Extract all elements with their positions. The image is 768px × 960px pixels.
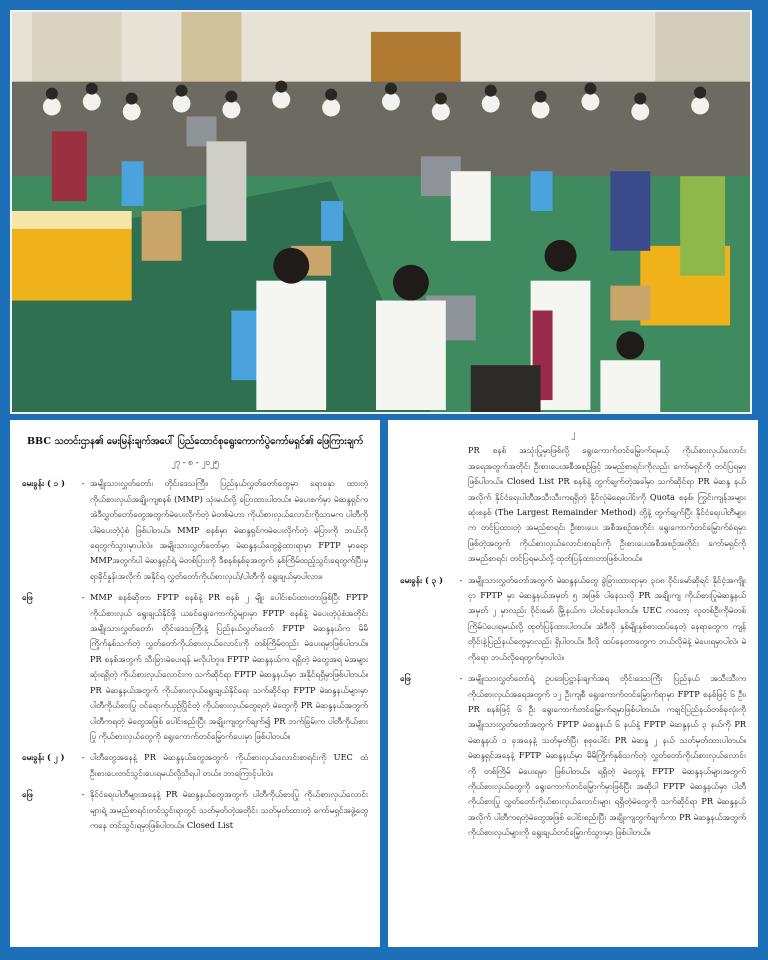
paragraph-text: အမျိုးသားလွှတ်တော်အတွက် မဲဆန္ဒနယ်တွေ ခွဲခြားထားရာမှာ ၃၀၈ ဝိုင်းမော်ဆိုရင် နိုင်ငံ့အကျိုးငှာ FPTP မှာ မဲဆန္ဒနယ်အမှတ် ၅ အဖြစ် ပါနေသလို PR အချိုးကျ ကိုယ်စားပြုမဲဆန္ဒနယ် အမှတ် ၂ မှာလည်း ဝိုင်းမော် မြို့နယ်က ပါဝင်နေပါတယ်။ UEC ကတော့ လူတစ်ဦးကိုမဲတစ်ကြိမ်ပဲပေးရမယ်လို့ ထုတ်ပြန်ထားပါတယ်။ အဲဒီလို နှစ်မျိုးနှစ်စားထပ်နေတဲ့ နေရာတွေက ကျန်တိုင်းနဲ့ပြည်နယ်တွေမှာလည်း ရှိပါတယ်။ ဒီလို ထပ်နေတာတွေက ဘယ်လိုမဲနဲ့ မဲပေးရမှာပါလဲ၊ မဲကိုရော ဘယ်လိုရေတွက်မှာပါလဲ။ — [468, 574, 746, 662]
paragraph-text: နိုင်ငံရေးပါတီများအနေနဲ့ PR မဲဆန္ဒနယ်တွေအတွက် ပါတီကိုယ်စားပြု ကိုယ်စားလှယ်လောင်းများရဲ့ အမည်စာရင်းတင်သွင်းရာတွင် သတ်မှတ်တဲ့အတိုင်း သတ်မှတ်ထားတဲ့ ကော်မရှင်အဖွဲ့တွေကနေ တင်သွင်းရမှာဖြစ်ပါတယ်။ Closed List — [90, 789, 368, 830]
speaker-label: မေးခွန်း ( ၂ ) — [22, 752, 65, 763]
qa-paragraph — [400, 671, 746, 840]
speaker-label: ဖြေ — [22, 789, 33, 800]
separator: - — [81, 592, 85, 603]
paragraph-text: အမျိုးသားလွှတ်တော်ရဲ့ ဥပဒေပြဋ္ဌာန်းချက်အရ တိုင်းဒေသကြီး ပြည်နယ် အသီးသီးက ကိုယ်စားလှယ်အရေအတွက် ၁၂ ဦးကျစီ ရွေးကောက်တင်မြှောက်ရာမှာ FPTP စနစ်ဖြင့် ၆ ဦး၊ PR စနစ်ဖြင့် ၆ ဦး ရွေးကောက်တင်မြှောက်ရမှာဖြစ်ပါတယ်။ ကချင်ပြည်နယ်တစ်ခုလုံးကို အမျိုးသားလွှတ်တော်အတွက် FPTP မဲဆန္ဒနယ် ၆ နယ်နဲ့ FPTP မဲဆန္ဒနယ် ၃ နယ်ကို PR မဲဆန္ဒနယ် ၁ ခုအနေနဲ့ သတ်မှတ်ပြီး စုစုပေါင်း PR မဲဆန္ဒ ၂ နယ် သတ်မှတ်ထားပါတယ်။ မဲဆန္ဒရှင်အနေနဲ့ FPTP မဲဆန္ဒနယ်မှာ မိမိကြိုက်နှစ်သက်တဲ့ လွှတ်တော်ကိုယ်စားလှယ်လောင်းကို တစ်ကြိမ် မဲပေးရမှာ ဖြစ်ပါတယ်။ ရရှိတဲ့ မဲတွေနဲ့ FPTP မဲဆန္ဒနယ်များအတွက် ကိုယ်စားလှယ်တွေကို ရွေးကောက်တင်မြှောက်မှာဖြစ်ပြီး အဆိုပါ FPTP မဲဆန္ဒနယ်မှာ ပါတီကိုယ်စားပြု လွှတ်တော်ကိုယ်စားလှယ်လောင်းများ ရရှိတဲ့မဲတွေကို သက်ဆိုင်ရာ PR မဲဆန္ဒနယ်အလိုက် ပါတီကရတဲ့မဲတွေအဖြစ် ပေါင်းစည်းပြီး အချိုးကျတွက်ချက်ကာ PR မဲဆန္ဒနယ်အတွက် ကိုယ်စားလှယ်များကို ရွေးချယ်တင်မြှောက်သွားမှာ ဖြစ်ပါတယ်။ — [468, 673, 746, 838]
page-number: ၂ — [570, 428, 576, 438]
qa-paragraph — [400, 573, 746, 665]
separator: - — [81, 752, 85, 763]
document-page-right — [388, 420, 758, 947]
document-date: ၂၇ - ၈ - ၂၀၂၅ — [171, 457, 219, 467]
separator: - — [81, 789, 85, 800]
photo-panel — [10, 10, 752, 414]
paragraph-text: ပါတီတွေအနေနဲ့ PR မဲဆန္ဒနယ်တွေအတွက် ကိုယ်စားလှယ်လောင်းစာရင်းကို UEC ထံ ဦးစားပေးတင်သွင်းပေးရမယ်လို့သိရပါ တယ်။ ဘာကြောင့်ပါလဲ။ — [90, 752, 368, 778]
separator: - — [459, 673, 463, 684]
qa-paragraph — [22, 750, 368, 781]
qa-paragraph — [22, 590, 368, 744]
speaker-label — [400, 443, 454, 566]
paragraph-text: MMP စနစ်ဆိုတာ FPTP စနစ်နဲ့ PR စနစ် ၂ မျိုး ပေါင်းစပ်ထားတာဖြစ်ပြီး FPTP ကိုယ်စားလှယ် ရွေးချယ်နိုင်ဖို့ ယခင်ရွေးကောက်ပွဲများမှာ FPTP စနစ်နဲ့ မဲပေးတဲ့ပုံစံအတိုင်း အမျိုးသားလွှတ်တော်၊ တိုင်းဒေသကြီးနဲ့ ပြည်နယ်လွှတ်တော် FPTP မဲဆန္ဒနယ်က မိမိကြိုက်နှစ်သက်တဲ့ လွှတ်တော်ကိုယ်စားလှယ်လောင်းကို တစ်ကြိမ်တည်း မဲပေးရမှာဖြစ်ပါတယ်။ PR စနစ်အတွက် သီးခြားမဲပေးရန် မလိုပါဘူး။ FPTP မဲဆန္ဒနယ်က ရရှိတဲ့ မဲတွေအရ မဲအများဆုံးရရှိတဲ့ ကိုယ်စားလှယ်လောင်းက သက်ဆိုင်ရာ FPTP မဲဆန္ဒနယ်မှာ အနိုင်ရရှိမှာဖြစ်ပါတယ်။ PR မဲဆန္ဒနယ်အတွက် ကိုယ်စားလှယ်ရွေးချယ်နိုင်ရေး သက်ဆိုင်ရာ FPTP မဲဆန္ဒနယ်များမှာ ပါတီကိုယ်စားပြု ဝင်ရောက်ယှဉ်ပြိုင်တဲ့ ကိုယ်စားလှယ်တွေရတဲ့ မဲတွေကို PR မဲဆန္ဒနယ်အတွက် ပါတီကရတဲ့ မဲတွေအဖြစ် ပေါင်းစည်းပြီး အချိုးကျတွက်ချက်၍ PR ဘက်ခြမ်းက ပါတီကိုယ်စားပြု ကိုယ်စားလှယ်တွေကို ရွေးကောက်တင်မြှောက်ပေးမှာ ဖြစ်ပါတယ်။ — [90, 592, 368, 741]
vote-counting-hall-photo — [12, 12, 750, 412]
separator: - — [81, 478, 85, 489]
paragraph-text: အမျိုးသားလွှတ်တော်၊ တိုင်းဒေသကြီး၊ ပြည်နယ်လွှတ်တော်တွေမှာ ရောနှော ထားတဲ့ ကိုယ်စားလှယ်အချိုးကျစနစ် (MMP) သုံးမယ်လို့ ပြောထားပါတယ်။ မဲပေးစက်မှာ မဲဆန္ဒရှင်က အဲဒီလွှတ်တော်တွေအတွက်မဲပေးလိုက်တဲ့ မဲတစ်မဲဟာ ကိုယ်စားလှယ်လောင်းကိုသာမက ပါတီကိုပါမဲပေးတဲ့ပုံစံ ဖြစ်ပါတယ်။ MMP စနစ်မှာ မဲဆန္ဒရှင်ကမဲပေးလိုက်တဲ့ မဲပြားကို ဘယ်လိုရေတွက်သွားမှာပါလဲ။ အမျိုးသားလွှတ်တော်မှာ မဲဆန္ဒနယ်တွေခွဲထားရာမှာ FPTP မှာရော MMPအတွက်ပါ မဲဆန္ဒရှင်ရဲ့ မဲတစ်ပြားကို ဒီစနစ်နှစ်ခုအတွက် နှစ်ကြိမ်ထည့်သွင်းရေတွက်ပြီးမှ ရာခိုင်နှုန်းအလိုက် အနိုင်ရ လွှတ်တော်ကိုယ်စားလှယ်/ပါတီကို ရွေးချယ်မှာပါလား။ — [90, 478, 368, 581]
document-page-left — [10, 420, 380, 947]
paragraph-text: PR စနစ် အသုံးပြုမှာဖြစ်လို့ ရွေးကောက်တင်မြှောက်ရမယ့် ကိုယ်စားလှယ်လောင်း အရေအတွက်အတိုင်း ဦးစားပေးအစီအစဉ်ဖြင့် အမည်စာရင်းကိုလည်း ကော်မရှင်ကို တင်ပြရမှာဖြစ်ပါတယ်။ Closed List PR စနစ်နဲ့ တွက်ချက်တဲ့အခါမှာ သက်ဆိုင်ရာ PR မဲဆန္ဒ နယ်အလိုက် နိုင်ငံရေးပါတီအသီးသီးကရရှိတဲ့ နိုင်လုံမဲရေပေါင်းကို Quota စနစ်၊ ကြွင်းကျန်အများဆုံးစနစ် (The Largest Remainder Method) တို့နဲ့ တွက်ချက်ပြီး နိုင်ငံရေးပါတီများက တင်ပြထားတဲ့ အမည်စာရင်း ဦးစားပေး အစီအစဉ်အတိုင်း ရွေးကောက်တင်မြှောက်ခံရမှာ ဖြစ်တဲ့အတွက် ကိုယ်စားလှယ်လောင်းစာရင်းကို ဦးစားပေးအစီအစဉ်အတိုင်း ကော်မရှင်ကို အမည်စာရင်း တင်ပြရမယ်လို့ ထုတ်ပြန်ထားတာဖြစ်ပါတယ်။ — [468, 445, 746, 564]
speaker-label: မေးခွန်း ( ၃ ) — [400, 574, 444, 585]
qa-paragraph — [22, 787, 368, 833]
separator: - — [459, 574, 463, 585]
separator — [454, 443, 468, 566]
qa-paragraph — [400, 443, 746, 566]
speaker-label: မေးခွန်း ( ၁ ) — [22, 478, 66, 489]
qa-paragraph — [22, 476, 368, 584]
speaker-label: ဖြေ — [400, 673, 411, 684]
speaker-label: ဖြေ — [22, 592, 33, 603]
document-title: BBC သတင်းဌာန၏ မေးမြန်းချက်အပေါ် ပြည်ထောင်စုရွေးကောက်ပွဲကော်မရှင်၏ ဖြေကြားချက် — [26, 436, 364, 447]
